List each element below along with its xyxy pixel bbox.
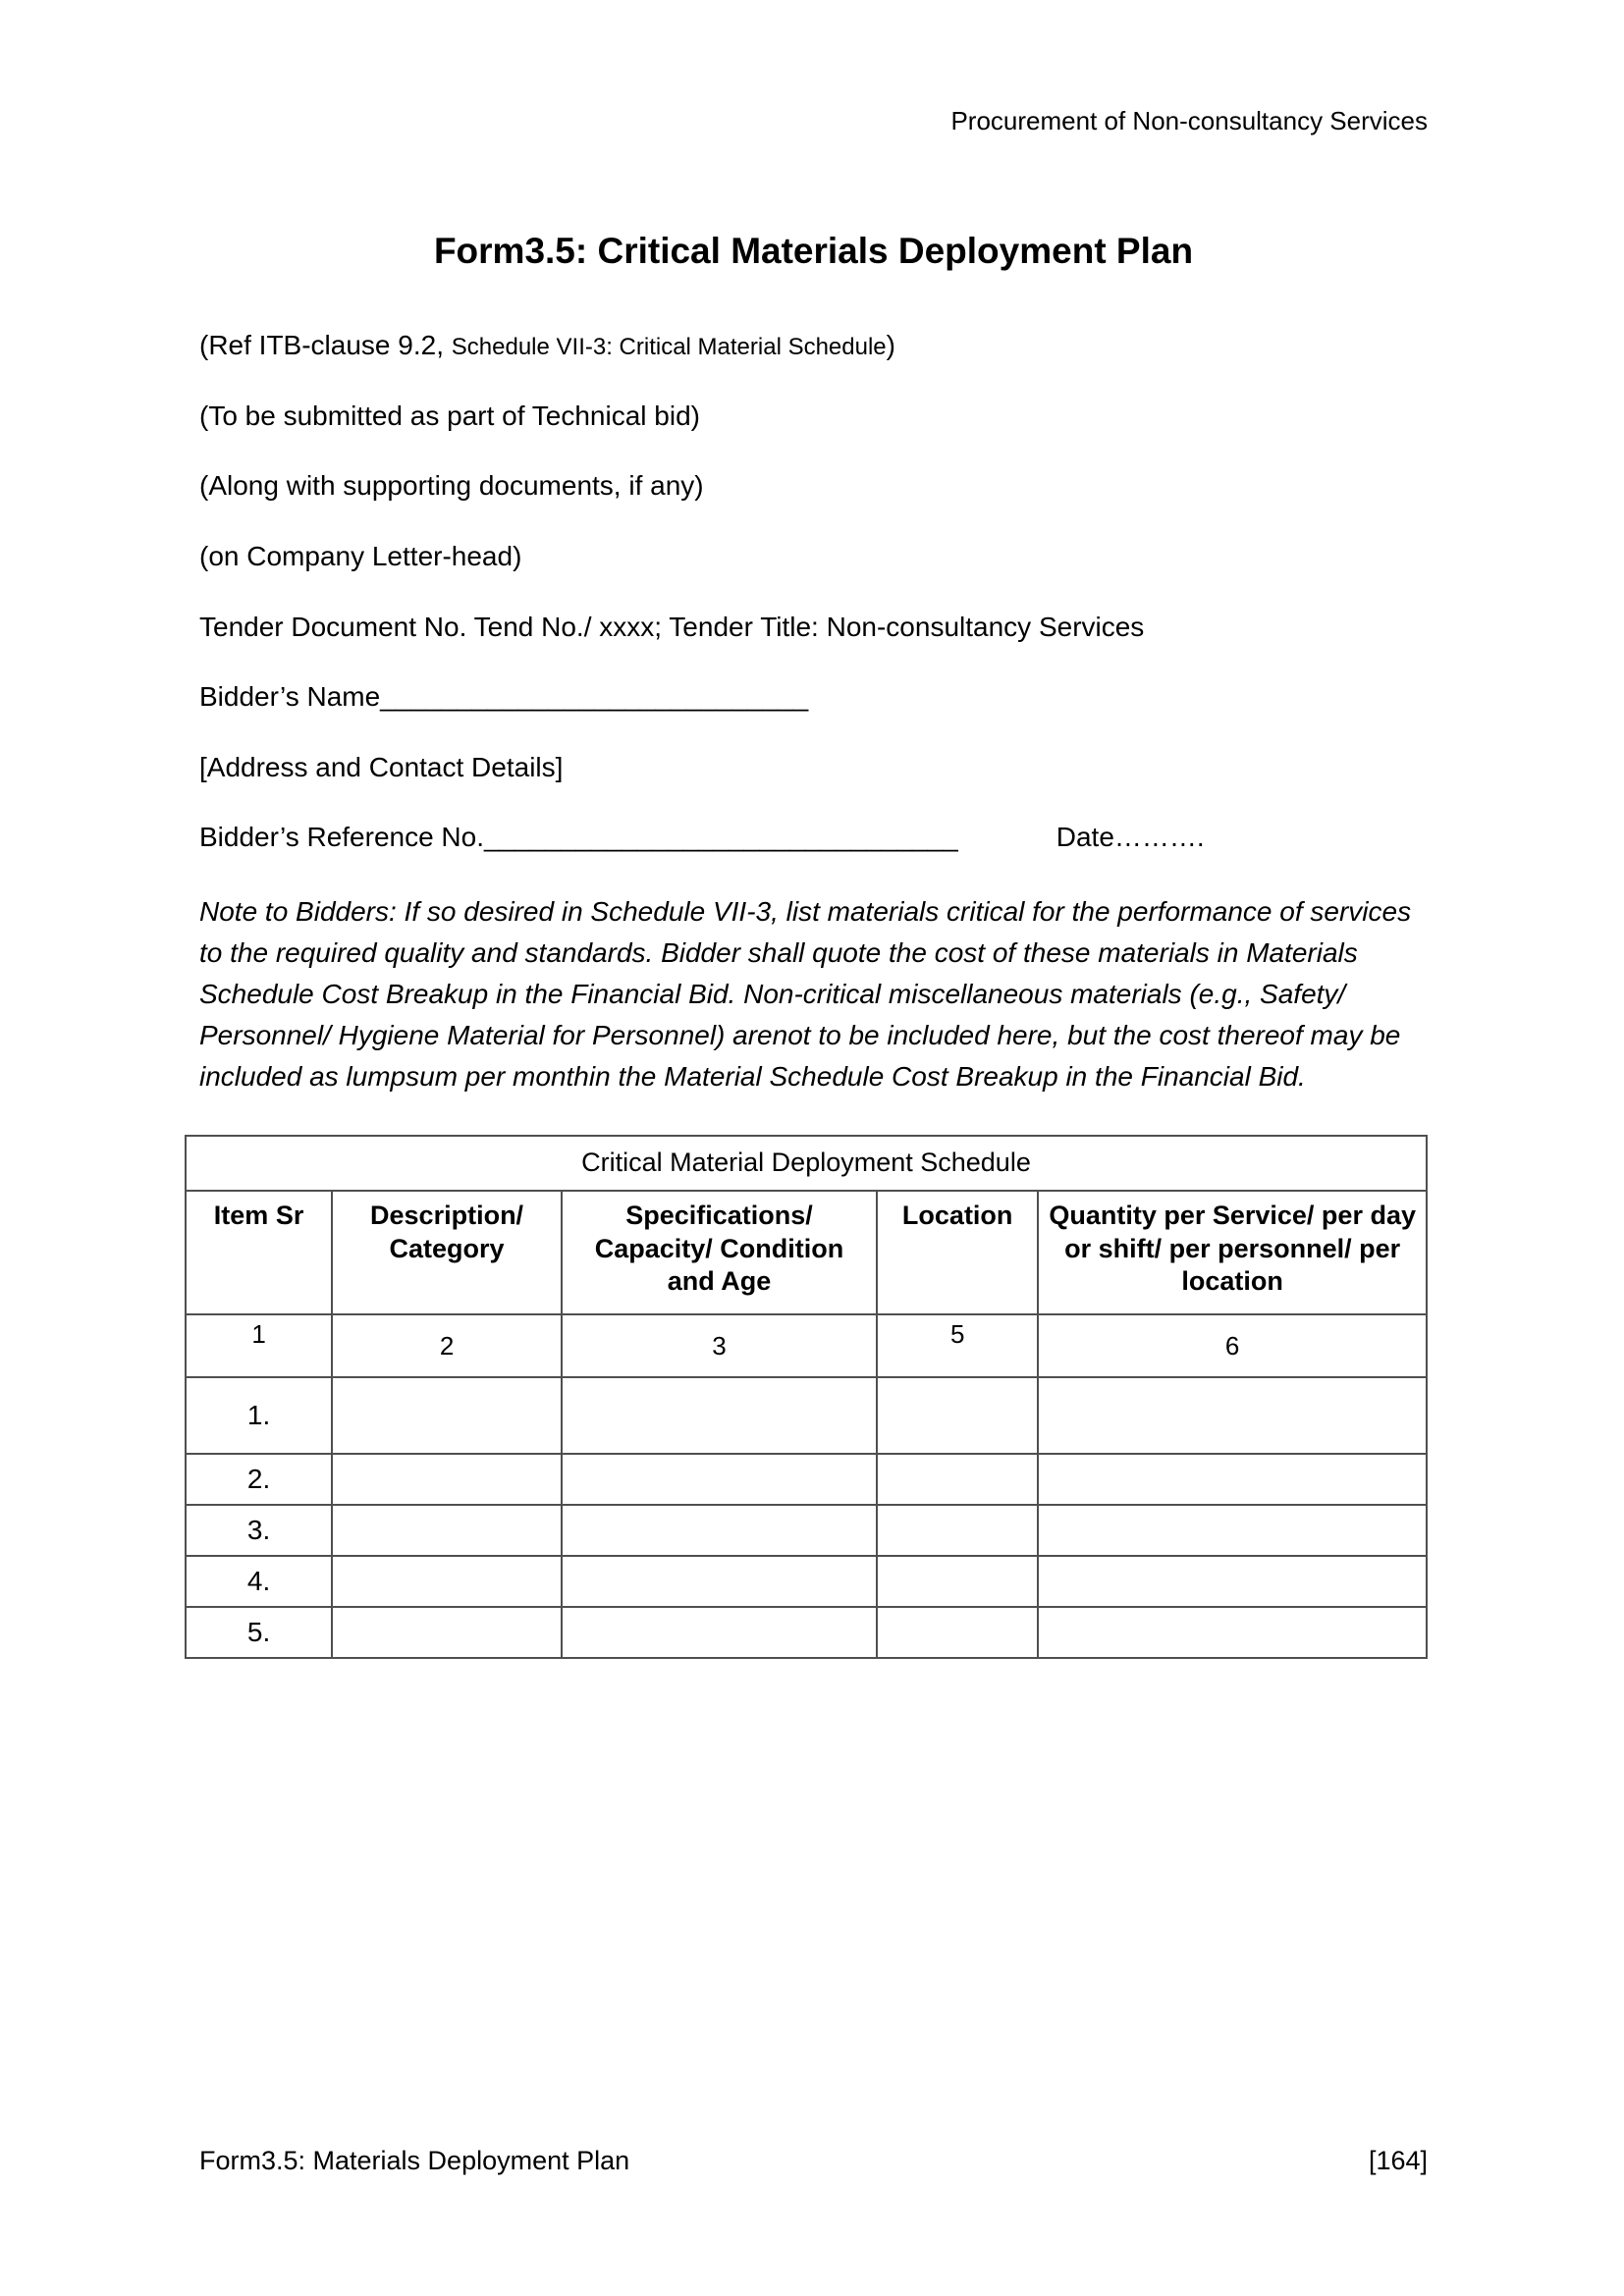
cell-quantity — [1038, 1607, 1427, 1658]
table-row — [186, 1607, 1427, 1658]
cell-location — [877, 1505, 1038, 1556]
table-header-row — [186, 1191, 1427, 1314]
letterhead-line: (on Company Letter-head) — [199, 540, 522, 571]
row-serial: 5. — [186, 1607, 332, 1658]
column-number-row — [186, 1314, 1427, 1377]
row-serial: 3. — [186, 1505, 332, 1556]
col-header-item-sr: Item Sr — [186, 1191, 332, 1314]
table-row — [186, 1454, 1427, 1505]
cell-description — [332, 1556, 562, 1607]
table-row — [186, 1377, 1427, 1454]
cell-specifications — [562, 1377, 877, 1454]
col-number-6: 6 — [1038, 1314, 1427, 1377]
table-row — [186, 1505, 1427, 1556]
table-title-row — [186, 1136, 1427, 1191]
col-header-quantity: Quantity per Service/ per day or shift/ per personnel/ per location — [1038, 1191, 1427, 1314]
critical-material-deployment-table — [185, 1135, 1428, 1659]
ref-clause-schedule: Schedule VII-3: Critical Material Schedule — [451, 334, 887, 360]
cell-specifications — [562, 1505, 877, 1556]
ref-clause-line — [199, 329, 1428, 362]
col-number-5: 5 — [877, 1314, 1038, 1377]
ref-clause-suffix: ) — [886, 330, 895, 360]
cell-description — [332, 1454, 562, 1505]
running-header: Procurement of Non-consultancy Services — [950, 106, 1428, 135]
cell-description — [332, 1607, 562, 1658]
cell-description — [332, 1505, 562, 1556]
col-header-description-category: Description/ Category — [332, 1191, 562, 1314]
col-number-1: 1 — [186, 1314, 332, 1377]
cell-quantity — [1038, 1377, 1427, 1454]
cell-quantity — [1038, 1505, 1427, 1556]
cell-quantity — [1038, 1454, 1427, 1505]
col-number-2: 2 — [332, 1314, 562, 1377]
table-row — [186, 1556, 1427, 1607]
cell-description — [332, 1377, 562, 1454]
row-serial: 2. — [186, 1454, 332, 1505]
row-serial: 4. — [186, 1556, 332, 1607]
bidder-reference-line — [199, 821, 1428, 854]
note-to-bidders: Note to Bidders: If so desired in Schedule VII-3, list materials critical for the performance of services to the required quality and standards. Bidder shall quote the cost of these materials in Materials Schedule Cost Breakup in the Financial Bid. Non-critical miscellaneous materials (e.g., Safety/ Personnel/ Hygiene Material for Personnel) arenot to be included here, but the cost thereof may be included as lumpsum per monthin the Material Schedule Cost Breakup in the Financial Bid. — [199, 895, 1412, 1092]
cell-quantity — [1038, 1556, 1427, 1607]
date-text: Date………. — [1056, 822, 1205, 853]
footer-page-number: [164] — [1368, 2146, 1428, 2175]
bidder-name-line: Bidder’s Name____________________________ — [199, 681, 809, 713]
cell-specifications — [562, 1556, 877, 1607]
address-line: [Address and Contact Details] — [199, 751, 564, 782]
supporting-docs-line: (Along with supporting documents, if any) — [199, 470, 704, 502]
col-header-specifications: Specifications/ Capacity/ Condition and Age — [562, 1191, 877, 1314]
ref-clause-prefix: (Ref ITB-clause 9.2, — [199, 330, 452, 360]
page-title: Form3.5: Critical Materials Deployment Plan — [433, 231, 1194, 271]
cell-location — [877, 1377, 1038, 1454]
cell-specifications — [562, 1454, 877, 1505]
col-number-3: 3 — [562, 1314, 877, 1377]
cell-location — [877, 1454, 1038, 1505]
bidder-reference-text: Bidder’s Reference No._______________________________ — [199, 822, 958, 853]
tender-document-line: Tender Document No. Tend No./ xxxx; Tender Title: Non-consultancy Services — [199, 611, 1145, 642]
cell-location — [877, 1607, 1038, 1658]
page-footer — [199, 2146, 1428, 2176]
footer-form-name: Form3.5: Materials Deployment Plan — [199, 2146, 630, 2175]
cell-location — [877, 1556, 1038, 1607]
table-title: Critical Material Deployment Schedule — [186, 1136, 1427, 1191]
cell-specifications — [562, 1607, 877, 1658]
col-header-location: Location — [877, 1191, 1038, 1314]
submission-note-line: (To be submitted as part of Technical bid) — [199, 400, 700, 431]
row-serial: 1. — [186, 1377, 332, 1454]
